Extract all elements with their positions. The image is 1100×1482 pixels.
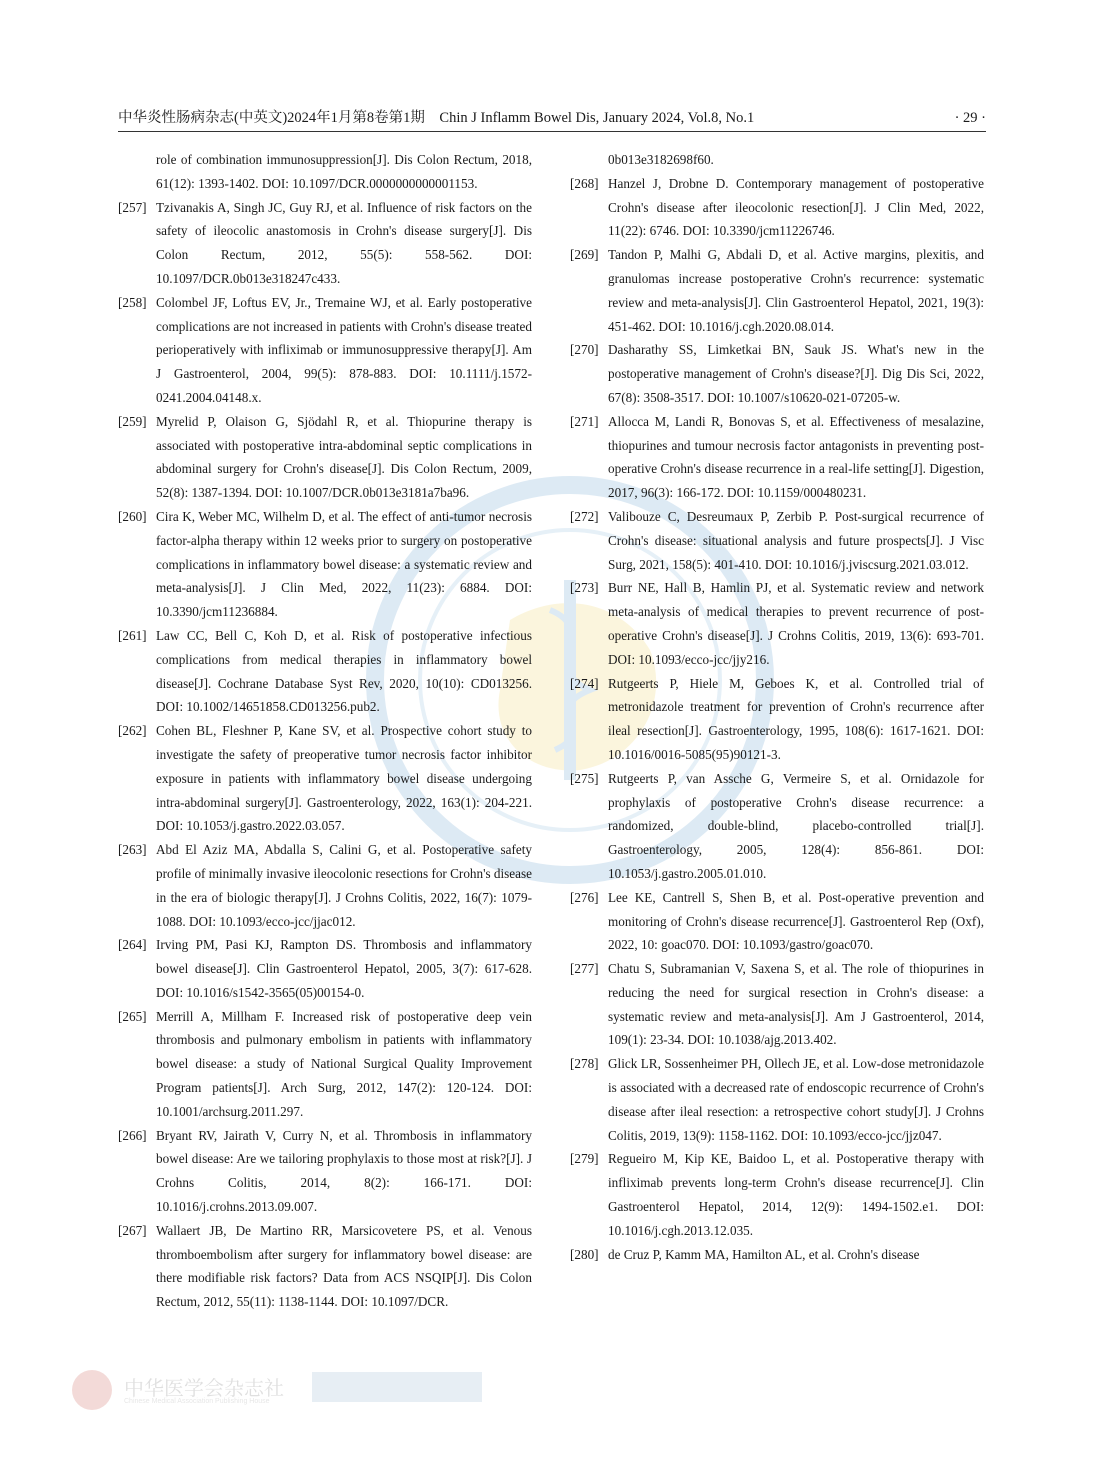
reference-text: Merrill A, Millham F. Increased risk of postoperative deep vein thrombosis and pulmonary embolism in patients with inflammatory bowel disease: a study of National Surgical Quality Improvement Program patients[J]. Arch Surg, 2012, 147(2): 120-124. DOI: 10.1001/archsurg.2011.297. (156, 1008, 532, 1119)
reference-text: Law CC, Bell C, Koh D, et al. Risk of postoperative infectious complications from medical therapies in inflammatory bowel disease[J]. Cochrane Database Syst Rev, 2020, 10(10): CD013256. DOI: 10.1002/14651858.CD013256.pub2. (156, 627, 532, 715)
brand-mark-icon (312, 1372, 482, 1402)
reference-item (118, 624, 532, 719)
reference-list-left (118, 196, 532, 1314)
reference-item (118, 838, 532, 933)
reference-item (118, 410, 532, 505)
reference-item (118, 505, 532, 624)
reference-text: Burr NE, Hall B, Hamlin PJ, et al. Systematic review and network meta-analysis of medical therapies to prevent recurrence of post-operative Crohn's disease[J]. J Crohns Colitis, 2019, 13(6): 693-701. DOI: 10.1093/ecco-jcc/jjy216. (608, 580, 984, 667)
reference-item (118, 1124, 532, 1219)
reference-number: [264] (118, 937, 147, 953)
publisher-seal-icon (72, 1370, 112, 1410)
reference-number: [267] (118, 1222, 147, 1238)
reference-item (570, 1147, 984, 1242)
reference-item (570, 767, 984, 886)
reference-item (570, 957, 984, 1052)
reference-continuation: role of combination immunosuppression[J]. Dis Colon Rectum, 2018, 61(12): 1393-1402. DOI: 10.1097/DCR.0000000000001153. (156, 152, 532, 191)
reference-item (570, 243, 984, 338)
reference-number: [275] (570, 770, 599, 786)
running-header (118, 106, 986, 130)
reference-number: [258] (118, 294, 147, 310)
reference-item (118, 1219, 532, 1314)
publisher-logo (72, 1368, 492, 1412)
reference-text: Chatu S, Subramanian V, Saxena S, et al. The role of thiopurines in reducing the need for surgical resection in Crohn's disease: a systematic review and meta-analysis[J]. Am J Gastroenterol, 2014, 109(1): 23-34. DOI: 10.1038/ajg.2013.402. (608, 961, 984, 1048)
reference-text: Allocca M, Landi R, Bonovas S, et al. Effectiveness of mesalazine, thiopurines and tumour necrosis factor antagonists in preventing post-operative Crohn's disease recurrence in a real-life setting[J]. Digestion, 2017, 96(3): 166-172. DOI: 10.1159/000480231. (608, 413, 984, 501)
reference-text: Lee KE, Cantrell S, Shen B, et al. Post-operative prevention and monitoring of Crohn's disease recurrence[J]. Gastroenterol Rep (Oxf), 2022, 10: goac070. DOI: 10.1093/gastro/goac070. (608, 889, 984, 953)
references-left-column (118, 148, 532, 1314)
reference-text: Tzivanakis A, Singh JC, Guy RJ, et al. Influence of risk factors on the safety of ileocolic anastomosis in Crohn's disease surgery[J]. Dis Colon Rectum, 2012, 55(5): 558-562. DOI: 10.1097/DCR.0b013e318247c433. (156, 199, 532, 286)
reference-item (570, 338, 984, 409)
reference-number: [262] (118, 723, 147, 739)
journal-citation: 中华炎性肠病杂志(中英文)2024年1月第8卷第1期 Chin J Inflamm Bowel Dis, January 2024, Vol.8, No.1 (118, 110, 755, 126)
reference-number: [257] (118, 199, 147, 215)
reference-text: Cira K, Weber MC, Wilhelm D, et al. The effect of anti-tumor necrosis factor-alpha therapy within 12 weeks prior to surgery on postoperative complications in inflammatory bowel disease: a systematic review and meta-analysis[J]. J Clin Med, 2022, 11(23): 6884. DOI: 10.3390/jcm11236884. (156, 508, 532, 620)
reference-item (118, 1005, 532, 1124)
reference-item (570, 505, 984, 576)
publisher-name-cn: 中华医学会杂志社 (124, 1376, 284, 1400)
reference-number: [274] (570, 675, 599, 691)
reference-number: [279] (570, 1151, 599, 1167)
reference-number: [268] (570, 175, 599, 191)
reference-number: [271] (570, 413, 599, 429)
reference-text: Cohen BL, Fleshner P, Kane SV, et al. Prospective cohort study to investigate the safety of preoperative tumor necrosis factor inhibitor exposure in patients with inflammatory bowel disease undergoing intra-abdominal surgery[J]. Gastroenterology, 2022, 163(1): 204-221. DOI: 10.1053/j.gastro.2022.03.057. (156, 723, 532, 834)
reference-item (570, 1052, 984, 1147)
reference-item (118, 196, 532, 291)
reference-text: Myrelid P, Olaison G, Sjödahl R, et al. Thiopurine therapy is associated with postoperative intra-abdominal septic complications in abdominal surgery for Crohn's disease[J]. Dis Colon Rectum, 2009, 52(8): 1387-1394. DOI: 10.1007/DCR.0b013e3181a7ba96. (156, 413, 532, 501)
reference-item (118, 933, 532, 1004)
reference-number: [261] (118, 627, 147, 643)
reference-text: Valibouze C, Desreumaux P, Zerbib P. Post-surgical recurrence of Crohn's disease: situational analysis and future prospects[J]. J Visc Surg, 2021, 158(5): 401-410. DOI: 10.1016/j.jviscsurg.2021.03.012. (608, 508, 984, 572)
reference-item (570, 672, 984, 767)
page-number: · 29 · (954, 110, 986, 126)
reference-item (118, 719, 532, 838)
references-right-column (570, 148, 984, 1266)
header-rule (118, 131, 986, 132)
reference-number: [259] (118, 413, 147, 429)
reference-text: Wallaert JB, De Martino RR, Marsicovetere PS, et al. Venous thromboembolism after surgery for inflammatory bowel disease: are there modifiable risk factors? Data from ACS NSQIP[J]. Dis Colon Rectum, 2012, 55(11): 1138-1144. DOI: 10.1097/DCR. (156, 1222, 532, 1310)
reference-item (570, 410, 984, 505)
reference-number: [277] (570, 961, 599, 977)
reference-text: Bryant RV, Jairath V, Curry N, et al. Thrombosis in inflammatory bowel disease: Are we tailoring prophylaxis to those most at risk?[J]. J Crohns Colitis, 2014, 8(2): 166-171. DOI: 10.1016/j.crohns.2013.09.007. (156, 1127, 532, 1215)
reference-number: [265] (118, 1008, 147, 1024)
reference-number: [272] (570, 508, 599, 524)
reference-text: Rutgeerts P, Hiele M, Geboes K, et al. Controlled trial of metronidazole treatment for prevention of Crohn's recurrence after ileal resection[J]. Gastroenterology, 1995, 108(6): 1617-1621. DOI: 10.1016/0016-5085(95)90121-3. (608, 675, 984, 762)
reference-text: Abd El Aziz MA, Abdalla S, Calini G, et al. Postoperative safety profile of minimally invasive ileocolonic resections for Crohn's disease in the era of biologic therapy[J]. J Crohns Colitis, 2022, 16(7): 1079-1088. DOI: 10.1093/ecco-jcc/jjac012. (156, 842, 532, 929)
reference-number: [269] (570, 247, 599, 263)
reference-text: Irving PM, Pasi KJ, Rampton DS. Thrombosis and inflammatory bowel disease[J]. Clin Gastroenterol Hepatol, 2005, 3(7): 617-628. DOI: 10.1016/s1542-3565(05)00154-0. (156, 937, 532, 1000)
reference-text: de Cruz P, Kamm MA, Hamilton AL, et al. Crohn's disease (608, 1246, 920, 1262)
reference-text: Dasharathy SS, Limketkai BN, Sauk JS. What's new in the postoperative management of Crohn's disease?[J]. Dig Dis Sci, 2022, 67(8): 3508-3517. DOI: 10.1007/s10620-021-07205-w. (608, 342, 984, 405)
reference-text: Glick LR, Sossenheimer PH, Ollech JE, et al. Low-dose metronidazole is associated with a decreased rate of endoscopic recurrence of Crohn's disease after ileal resection: a retrospective cohort study[J]. J Crohns Colitis, 2019, 13(9): 1158-1162. DOI: 10.1093/ecco-jcc/jjz047. (608, 1056, 984, 1143)
reference-text: Tandon P, Malhi G, Abdali D, et al. Active margins, plexitis, and granulomas increase postoperative Crohn's recurrence: systematic review and meta-analysis[J]. Clin Gastroenterol Hepatol, 2021, 19(3): 451-462. DOI: 10.1016/j.cgh.2020.08.014. (608, 247, 984, 334)
reference-continuation: 0b013e3182698f60. (608, 152, 714, 167)
reference-item (570, 886, 984, 957)
reference-item (570, 172, 984, 243)
reference-list-right (570, 172, 984, 1267)
reference-item (570, 576, 984, 671)
reference-number: [278] (570, 1056, 599, 1072)
reference-text: Hanzel J, Drobne D. Contemporary management of postoperative Crohn's disease after ileocolonic resection[J]. J Clin Med, 2022, 11(22): 6746. DOI: 10.3390/jcm11226746. (608, 175, 984, 239)
reference-item (570, 1243, 984, 1267)
reference-number: [260] (118, 508, 147, 524)
reference-number: [276] (570, 889, 599, 905)
reference-text: Regueiro M, Kip KE, Baidoo L, et al. Postoperative therapy with infliximab prevents long-term Crohn's disease recurrence[J]. Clin Gastroenterol Hepatol, 2014, 12(9): 1494-1502.e1. DOI: 10.1016/j.cgh.2013.12.035. (608, 1151, 984, 1238)
reference-number: [266] (118, 1127, 147, 1143)
reference-text: Rutgeerts P, van Assche G, Vermeire S, et al. Ornidazole for prophylaxis of postoperative Crohn's disease recurrence: a randomized, double-blind, placebo-controlled trial[J]. Gastroenterology, 2005, 128(4): 856-861. DOI: 10.1053/j.gastro.2005.01.010. (608, 770, 984, 881)
reference-number: [263] (118, 842, 147, 858)
publisher-name-en: Chinese Medical Association Publishing House (124, 1398, 270, 1405)
reference-text: Colombel JF, Loftus EV, Jr., Tremaine WJ, et al. Early postoperative complications are not increased in patients with Crohn's disease treated perioperatively with infliximab or immunosuppressive therapy[J]. Am J Gastroenterol, 2004, 99(5): 878-883. DOI: 10.1111/j.1572-0241.2004.04148.x. (156, 294, 532, 405)
reference-number: [270] (570, 342, 599, 358)
reference-number: [273] (570, 580, 599, 596)
reference-number: [280] (570, 1246, 599, 1262)
reference-item (118, 291, 532, 410)
